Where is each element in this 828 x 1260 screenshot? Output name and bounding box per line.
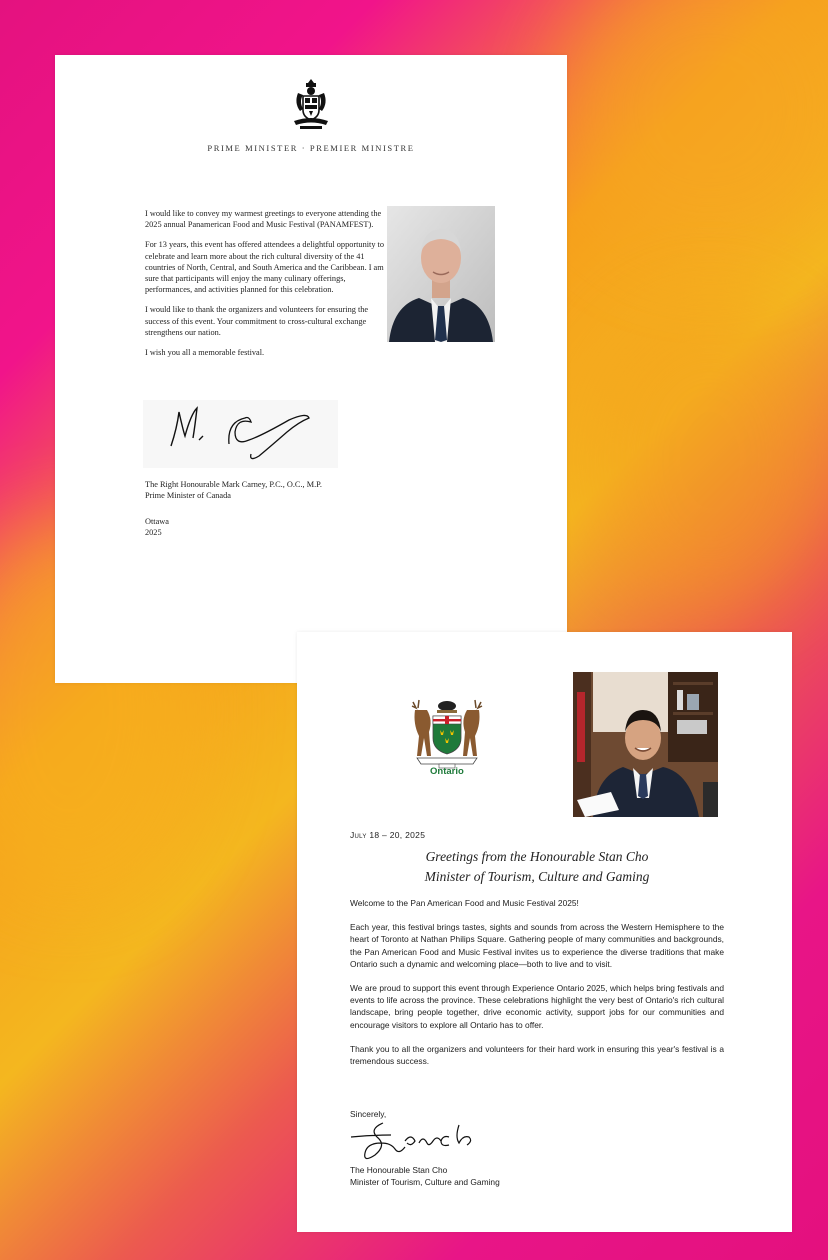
ontario-wordmark: Ontario	[430, 766, 464, 777]
signoff-name: The Honourable Stan Cho	[350, 1165, 448, 1175]
letter-paragraph: Welcome to the Pan American Food and Music Festival 2025!	[350, 898, 579, 908]
bg-glow	[560, 0, 828, 260]
canada-coat-of-arms-icon	[290, 77, 332, 131]
prime-minister-signature	[143, 400, 338, 468]
minister-portrait	[573, 672, 718, 817]
signoff-name: The Right Honourable Mark Carney, P.C., O.C., M.P.	[145, 480, 322, 489]
letter-paragraph: Each year, this festival brings tastes, sights and sounds from across the Western Hemisphere to the heart of Toronto at Nathan Philips Square. Gathering people of many communities and backgrounds, the Pan American Food and Music Festival invites us to experience the diverse traditions that make Ontario such a dynamic and welcoming place—both to live and to visit.	[350, 922, 724, 969]
letter-body	[145, 208, 385, 367]
letter-paragraph: I would like to convey my warmest greetings to everyone attending the 2025 annual Panamerican Food and Music Festival (PANAMFEST).	[145, 209, 382, 230]
letter-year: 2025	[145, 528, 162, 537]
signoff-block	[350, 1164, 500, 1188]
place-block	[145, 516, 169, 538]
greeting-title-line: Minister of Tourism, Culture and Gaming	[424, 869, 650, 884]
prime-minister-letter	[55, 55, 567, 683]
ontario-minister-letter	[297, 632, 792, 1232]
bg-glow	[580, 300, 828, 620]
signoff-block	[145, 479, 322, 501]
greeting-title-line: Greetings from the Honourable Stan Cho	[425, 849, 649, 864]
event-date: July 18 – 20, 2025	[350, 830, 426, 840]
letter-paragraph: I would like to thank the organizers and volunteers for ensuring the success of this event. Your commitment to cross-cultural exchange strengthens our nation.	[145, 305, 369, 337]
letter-paragraph: We are proud to support this event through Experience Ontario 2025, which helps bring festivals and events to life across the province. These celebrations highlight the very best of Ontario's rich cultural landscape, bring people together, drive economic activity, support jobs for our communities and encourage visitors to explore all Ontario has to offer.	[350, 983, 724, 1030]
letter-paragraph: Thank you to all the organizers and volunteers for their hard work in ensuring this year's festival is a tremendous success.	[350, 1043, 724, 1067]
letter-paragraph: I wish you all a memorable festival.	[145, 348, 265, 358]
greeting-title	[297, 847, 777, 887]
signoff-title: Prime Minister of Canada	[145, 491, 231, 500]
letter-body	[350, 897, 724, 1079]
letter-closing: Sincerely,	[350, 1109, 387, 1119]
signoff-title: Minister of Tourism, Culture and Gaming	[350, 1177, 500, 1188]
letter-place: Ottawa	[145, 517, 169, 526]
prime-minister-portrait	[387, 206, 495, 342]
letter-paragraph: For 13 years, this event has offered attendees a delightful opportunity to celebrate and learn more about the rich cultural diversity of the 41 countries of North, Central, and South America and the Caribbean. I am sure that participants will enjoy the many culinary offerings, performances, and activities planned for this celebration.	[145, 240, 385, 295]
office-heading: PRIME MINISTER · PREMIER MINISTRE	[207, 143, 415, 153]
minister-signature	[347, 1115, 487, 1167]
ontario-coat-of-arms-icon	[407, 696, 487, 774]
